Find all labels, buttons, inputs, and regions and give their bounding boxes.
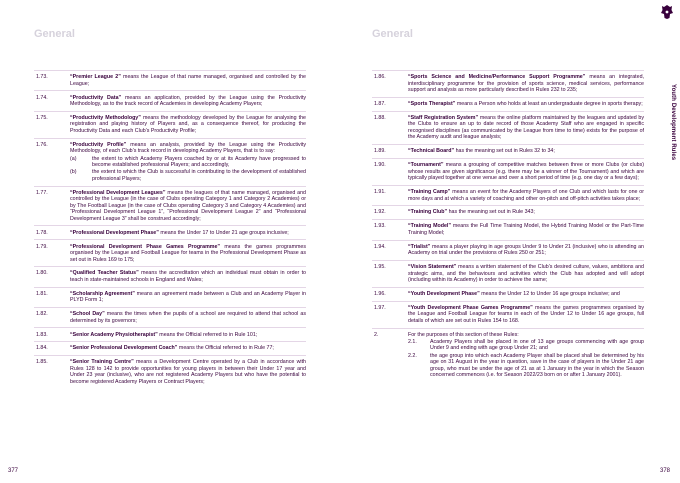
defined-term: “Youth Development Phase Games Programme” xyxy=(408,304,533,311)
premier-league-lion-icon xyxy=(660,4,674,20)
sub-clause-text: the age group into which each Academy Player shall be placed shall be determined by his age on 31 August in the year in question, save in the case of players in the Under 21 age group, who must be under the age of 21 as at 1 January in the year in which the Season concerned commences (i.e. for Season 2022/23 born on or after 1 January 2001). xyxy=(430,352,644,379)
clause-body xyxy=(408,115,644,141)
definition-text: means a Development Centre operated by a Club in accordance with Rules 128 to 142 to provide opportunities for young players in between their Under 17 year and Under 23 year (inclusive), who are not registered Academy Players but who have the potential to become registered Academy Players or Contract Players; xyxy=(70,359,306,385)
clause-number: 1.83. xyxy=(36,331,48,338)
clause-body xyxy=(408,189,644,202)
sub-clause xyxy=(70,169,306,182)
clause-body xyxy=(70,74,306,87)
clause-body xyxy=(408,291,644,298)
defined-term: “Premier League 2” xyxy=(70,74,121,81)
definition-text: means a player playing in age groups Under 9 to Under 21 (inclusive) who is attending an Academy on trial under the provisions of Rules 250 or 251; xyxy=(408,243,644,257)
definition-text: means the games programmes organised by the League and Football League for teams in each of the Under 12 to Under 16 age groups, full details of which are set out in Rules 154 to 168. xyxy=(408,304,644,324)
clause-number: 1.85. xyxy=(36,359,48,366)
definition-text: means the Under 12 to Under 16 age groups inclusive; and xyxy=(479,290,620,297)
definition-row xyxy=(34,307,306,327)
definition-text: has the meaning set out in Rules 32 to 34; xyxy=(454,148,555,155)
defined-term: “Training Club” xyxy=(408,209,448,216)
definition-row xyxy=(372,144,644,158)
defined-term: “Youth Development Phase” xyxy=(408,290,480,297)
clause-number: 1.75. xyxy=(36,114,48,121)
left-definitions-column xyxy=(34,70,306,388)
left-page-number: 377 xyxy=(8,468,19,474)
definition-row xyxy=(34,266,306,286)
clause-body xyxy=(408,209,644,216)
definition-text: means an integrated, interdisciplinary programme for the provision of sports science, medical services, performance support and analysis as more particularly described in Rules 232 to 235; xyxy=(408,74,644,94)
sub-clause-number: (b) xyxy=(70,169,77,176)
defined-term: “Senior Professional Development Coach” xyxy=(70,345,178,352)
defined-term: “Professional Development Phase” xyxy=(70,229,159,236)
clause-body xyxy=(70,332,306,339)
defined-term: “Trialist” xyxy=(408,243,431,250)
definition-row xyxy=(372,111,644,144)
clause-body xyxy=(408,148,644,155)
definition-text: means an agreement made between a Club and an Academy Player in PLYD Form 1; xyxy=(70,290,306,304)
definition-text: means the accreditation which an individual must obtain in order to teach in state-maintained schools in England and Wales; xyxy=(70,270,306,283)
defined-term: “Training Model” xyxy=(408,223,452,230)
clause-body xyxy=(408,264,644,284)
definition-text: means the Full Time Training Model, the Hybrid Training Model or the Part-Time Training Model; xyxy=(408,223,645,236)
clause-number: 1.76. xyxy=(36,141,48,148)
clause-body xyxy=(70,270,306,283)
clause-number: 1.74. xyxy=(36,94,48,101)
clause-body xyxy=(70,244,306,264)
definition-text: means the methodology developed by the League for analysing the registration and playing history of Players and, as a consequence thereof, for producing the Productivity Data and each Club’s Productivity Profile; xyxy=(70,114,306,134)
clause-number: 1.91. xyxy=(374,189,386,196)
clause-number: 1.87. xyxy=(374,101,386,108)
sub-clause-text: the extent to which the Club is successful in contributing to the development of established professional Players; xyxy=(92,169,306,182)
defined-term: “Productivity Data” xyxy=(70,94,122,101)
clause-number: 1.88. xyxy=(374,114,386,121)
definition-row xyxy=(372,328,644,382)
definition-text: has the meaning set out in Rule 343; xyxy=(447,209,535,216)
clause-number: 1.82. xyxy=(36,311,48,318)
definition-row xyxy=(372,158,644,185)
sub-clause-text: Academy Players shall be placed in one of 13 age groups commencing with age group Under 9 and ending with age group Under 21; and xyxy=(430,338,644,352)
definition-row xyxy=(372,260,644,287)
clause-number: 1.78. xyxy=(36,229,48,236)
definition-row xyxy=(372,185,644,205)
clause-number: 1.86. xyxy=(374,74,386,81)
clause-number: 1.89. xyxy=(374,148,386,155)
definition-row xyxy=(372,97,644,111)
defined-term: “Sports Therapist” xyxy=(408,101,456,108)
clause-body xyxy=(408,305,644,325)
left-page-heading: General xyxy=(34,28,75,40)
section-side-title: Youth Development Rules xyxy=(670,84,676,161)
definition-row xyxy=(34,111,306,138)
clause-body xyxy=(408,74,644,94)
right-page-number: 378 xyxy=(659,468,670,474)
clause-number: 1.79. xyxy=(36,243,48,250)
clause-body xyxy=(408,244,644,257)
definition-text: means the Official referred to in Rule 101; xyxy=(157,331,258,338)
definition-text: means a written statement of the Club’s desired culture, values, ambitions and strategic aims, and the behaviours and activities which the Club has adopted and will adopt (including within its Academy) in order to achieve the same; xyxy=(408,264,644,284)
definition-text: means the times when the pupils of a school are required to attend that school as determined by its governors; xyxy=(70,311,306,324)
clause-number: 2. xyxy=(374,331,379,338)
defined-term: “Senior Academy Physiotherapist” xyxy=(70,331,158,338)
definition-row xyxy=(34,186,306,226)
clause-body xyxy=(70,115,306,135)
clause-number: 1.80. xyxy=(36,270,48,277)
clause-body xyxy=(70,359,306,385)
definition-row xyxy=(372,240,644,260)
defined-term: “Professional Development Leagues” xyxy=(70,189,166,196)
right-page-heading: General xyxy=(372,28,413,40)
clause-body xyxy=(408,162,644,182)
definition-text: means an analysis, provided by the League using the Productivity Methodology, of each Club’s track record in developing Academy Players, that is to say: xyxy=(70,141,306,155)
clause-number: 1.96. xyxy=(374,290,386,297)
defined-term: “School Day” xyxy=(70,311,105,318)
definition-row xyxy=(34,225,306,239)
definition-row xyxy=(34,70,306,90)
definition-row xyxy=(372,70,644,97)
definition-text: means the games programmes organised by the League and Football League for teams in the Professional Development Phase as set out in Rules 169 to 175; xyxy=(70,243,307,263)
definition-row xyxy=(34,287,306,307)
defined-term: “Tournament” xyxy=(408,162,444,169)
definition-text: means the leagues of that name managed, organised and controlled by the League (in the case of Clubs operating Category 1 and Category 2 Academies) or by The Football League (in the case of Clubs operating Category 3 and Category 4 Academies) and “Professional Development League 1”, “Professional Development League 2” and “Professional Development League 3” shall be construed accordingly; xyxy=(70,189,306,222)
definition-text: means an event for the Academy Players of one Club and which lasts for one or more days and at which a variety of coaching and other on-pitch and off-pitch activities takes place; xyxy=(408,189,644,202)
definition-text: means a Person who holds at least an undergraduate degree in sports therapy; xyxy=(455,101,643,108)
clause-number: 1.92. xyxy=(374,209,386,216)
definition-text: means an application, provided by the League using the Productivity Methodology, as to the track record of Academies in developing Academy Players; xyxy=(70,94,306,108)
defined-term: “Staff Registration System” xyxy=(408,114,479,121)
sub-clause-text: the extent to which Academy Players coached by or at its Academy have progressed to become established professional Players; and accordingly, xyxy=(92,155,306,169)
definition-row xyxy=(372,205,644,219)
defined-term: “Professional Development Phase Games Programme” xyxy=(70,243,221,250)
defined-term: “Scholarship Agreement” xyxy=(70,290,135,297)
sub-clause xyxy=(408,353,644,379)
sub-clause-number: 2.1. xyxy=(408,338,417,345)
clause-body xyxy=(408,101,644,108)
definition-row xyxy=(34,327,306,341)
definition-text: means the League of that name managed, organised and controlled by the League; xyxy=(70,74,306,87)
clause-body xyxy=(70,142,306,183)
clause-number: 1.97. xyxy=(374,304,386,311)
sub-clause-number: 2.2. xyxy=(408,352,417,359)
clause-body xyxy=(408,223,644,236)
clause-number: 1.90. xyxy=(374,162,386,169)
definition-row xyxy=(34,90,306,110)
defined-term: “Productivity Profile” xyxy=(70,141,127,148)
defined-term: “Senior Training Centre” xyxy=(70,359,134,366)
definition-row xyxy=(34,138,306,186)
definition-text: For the purposes of this section of these Rules: xyxy=(408,331,519,338)
clause-body xyxy=(408,332,644,379)
defined-term: “Training Camp” xyxy=(408,189,451,196)
clause-body xyxy=(70,95,306,108)
clause-number: 1.94. xyxy=(374,243,386,250)
definition-text: means a grouping of competitive matches between three or more Clubs (or clubs) whose results are given significance (e.g. there may be a winner of the Tournament) and which are typically played together at one venue and over a short period of time (e.g. one day or a few days); xyxy=(408,162,644,182)
defined-term: “Sports Science and Medicine/Performance Support Programme” xyxy=(408,74,586,81)
sub-clause xyxy=(408,339,644,352)
clause-number: 1.77. xyxy=(36,189,48,196)
definition-row xyxy=(34,341,306,355)
definition-row xyxy=(372,219,644,239)
sub-clause-number: (a) xyxy=(70,155,77,162)
clause-body xyxy=(70,345,306,352)
clause-body xyxy=(70,190,306,223)
clause-body xyxy=(70,291,306,304)
definition-row xyxy=(372,301,644,328)
definition-text: means the online platform maintained by the leagues and updated by the Clubs to ensure an up to date record of those Academy Staff who are engaged in specific recognised disciplines (as communicated by the League from time to time) exists for the purpose of the Academy audit and league analysis; xyxy=(408,114,644,141)
clause-body xyxy=(70,311,306,324)
definition-row xyxy=(34,355,306,388)
definition-row xyxy=(34,239,306,266)
definition-text: means the Under 17 to Under 21 age groups inclusive; xyxy=(158,229,289,236)
sub-clause xyxy=(70,156,306,169)
clause-number: 1.95. xyxy=(374,264,386,271)
defined-term: “Technical Board” xyxy=(408,148,455,155)
clause-number: 1.73. xyxy=(36,74,48,81)
definition-text: means the Official referred to in Rule 77; xyxy=(177,345,274,352)
clause-body xyxy=(70,230,306,237)
right-definitions-column xyxy=(372,70,644,382)
defined-term: “Qualified Teacher Status” xyxy=(70,270,139,277)
clause-number: 1.84. xyxy=(36,345,48,352)
clause-number: 1.93. xyxy=(374,223,386,230)
clause-number: 1.81. xyxy=(36,290,48,297)
defined-term: “Productivity Methodology” xyxy=(70,114,141,121)
defined-term: “Vision Statement” xyxy=(408,264,457,271)
definition-row xyxy=(372,287,644,301)
